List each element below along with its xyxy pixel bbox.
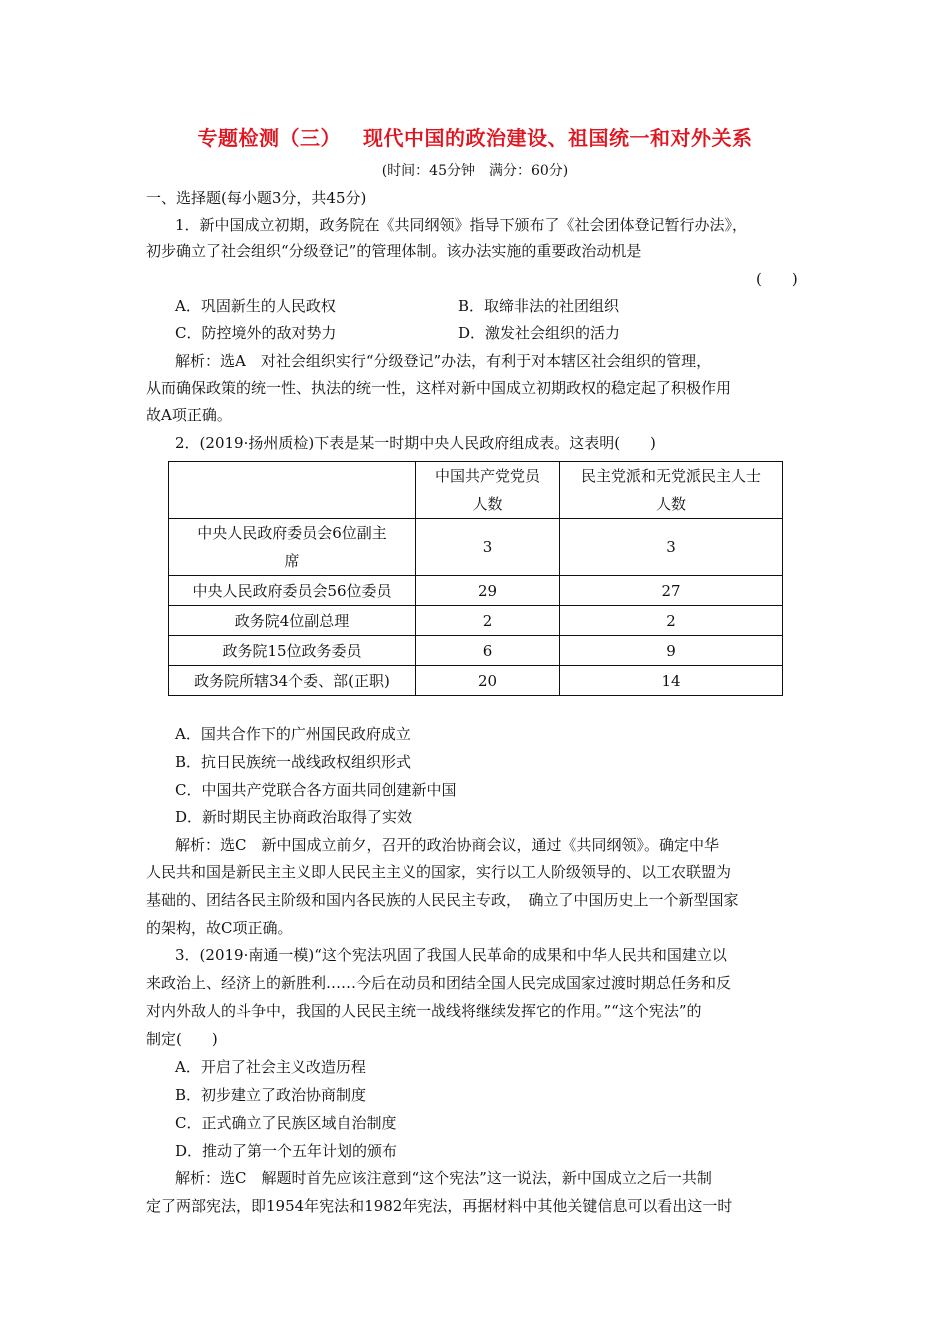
row-label: 政务院所辖34个委、部(正职) (169, 666, 416, 696)
table-header-cpc (416, 462, 560, 519)
table-row (169, 606, 783, 636)
row-cpc-count: 2 (416, 606, 560, 636)
q2-answer-line1: 解析：选C 新中国成立前夕，召开的政治协商会议，通过《共同纲领》。确定中华 (175, 836, 719, 854)
q2-option-a: A．国共合作下的广州国民政府成立 (175, 725, 411, 743)
row-cpc-count: 3 (416, 519, 560, 576)
q2-option-b: B．抗日民族统一战线政权组织形式 (175, 753, 412, 771)
row-dem-count: 14 (560, 666, 783, 696)
row-label: 政务院15位政务委员 (169, 636, 416, 666)
q3-option-a: A．开启了社会主义改造历程 (175, 1058, 366, 1076)
table-row (169, 576, 783, 606)
q2-answer-line3: 基础的、团结各民主阶级和国内各民族的人民民主专政， 确立了中国历史上一个新型国家 (146, 891, 739, 909)
q3-option-c: C．正式确立了民族区域自治制度 (175, 1114, 397, 1132)
title-main: 专题检测（三） (197, 126, 341, 150)
table-row (169, 666, 783, 696)
q2-option-c: C．中国共产党联合各方面共同创建新中国 (175, 781, 457, 799)
table-header-blank (169, 462, 416, 519)
header-cpc-line1: 中国共产党党员 (434, 467, 540, 485)
row-cpc-count: 20 (416, 666, 560, 696)
row-dem-count: 27 (560, 576, 783, 606)
q2-answer-line4: 的架构，故C项正确。 (146, 919, 293, 937)
q1-option-a: A．巩固新生的人民政权 (175, 297, 336, 315)
q1-stem-line2: 初步确立了社会组织“分级登记”的管理体制。该办法实施的重要政治动机是 (146, 242, 642, 260)
q3-answer-line2: 定了两部宪法，即1954年宪法和1982年宪法，再据材料中其他关键信息可以看出这一时 (146, 1197, 733, 1215)
header-dem-line1: 民主党派和无党派民主人士 (580, 467, 761, 485)
header-cpc-line2: 人数 (472, 495, 503, 513)
q2-stem: 2．(2019·扬州质检)下表是某一时期中央人民政府组成表。这表明( ) (175, 434, 656, 452)
government-composition-table (168, 461, 783, 696)
table-row (169, 519, 783, 576)
q3-answer-line1: 解析：选C 解题时首先应该注意到“这个宪法”这一说法，新中国成立之后一共制 (175, 1169, 712, 1187)
q1-option-c: C．防控境外的敌对势力 (175, 324, 337, 342)
row-dem-count: 9 (560, 636, 783, 666)
q2-option-d: D．新时期民主协商政治取得了实效 (175, 808, 413, 826)
row-label-line2: 席 (284, 552, 300, 570)
row-label (169, 519, 416, 576)
q1-answer-line2: 从而确保政策的统一性、执法的统一性，这样对新中国成立初期政权的稳定起了积极作用 (146, 379, 732, 397)
row-label-line1: 中央人民政府委员会6位副主 (197, 524, 387, 542)
row-label: 政务院4位副总理 (169, 606, 416, 636)
q1-stem-line1: 1．新中国成立初期，政务院在《共同纲领》指导下颁布了《社会团体登记暂行办法》， (175, 216, 748, 234)
page-title (0, 122, 950, 151)
row-label: 中央人民政府委员会56位委员 (169, 576, 416, 606)
q1-answer-blank: ( ) (756, 270, 798, 288)
row-cpc-count: 6 (416, 636, 560, 666)
q3-stem-line1: 3．(2019·南通一模)“这个宪法巩固了我国人民革命的成果和中华人民共和国建立以 (175, 946, 727, 964)
title-sub: 现代中国的政治建设、祖国统一和对外关系 (363, 126, 753, 150)
q3-stem-line2: 来政治上、经济上的新胜利……今后在动员和团结全国人民完成国家过渡时期总任务和反 (146, 974, 732, 992)
q3-stem-line3: 对内外敌人的斗争中，我国的人民民主统一战线将继续发挥它的作用。”“这个宪法”的 (146, 1002, 702, 1020)
table-header-row (169, 462, 783, 519)
q1-answer-line1: 解析：选A 对社会组织实行“分级登记”办法，有利于对本辖区社会组织的管理， (175, 352, 712, 370)
q2-answer-line2: 人民共和国是新民主主义即人民民主主义的国家，实行以工人阶级领导的、以工农联盟为 (146, 863, 732, 881)
row-dem-count: 2 (560, 606, 783, 636)
q3-stem-line4: 制定( ) (146, 1030, 218, 1048)
table-row (169, 636, 783, 666)
q1-option-d: D．激发社会组织的活力 (458, 324, 621, 342)
exam-meta: (时间：45分钟 满分：60分) (381, 163, 569, 179)
row-dem-count: 3 (560, 519, 783, 576)
q1-answer-line3: 故A项正确。 (146, 406, 232, 424)
table-header-democratic (560, 462, 783, 519)
section-heading: 一、选择题(每小题3分，共45分) (146, 189, 367, 207)
header-dem-line2: 人数 (655, 495, 686, 513)
q3-option-b: B．初步建立了政治协商制度 (175, 1086, 367, 1104)
q3-option-d: D．推动了第一个五年计划的颁布 (175, 1142, 398, 1160)
q1-option-b: B．取缔非法的社团组织 (458, 297, 620, 315)
row-cpc-count: 29 (416, 576, 560, 606)
